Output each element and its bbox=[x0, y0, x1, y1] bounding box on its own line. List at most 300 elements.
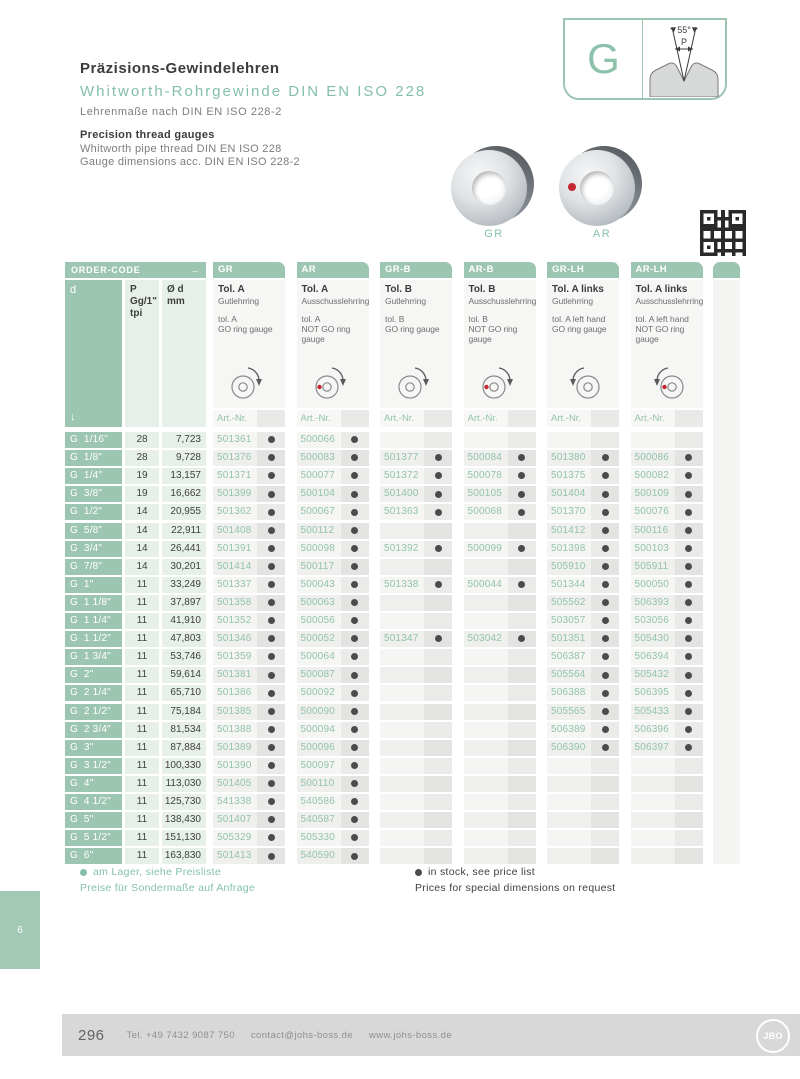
stock-dot-cell bbox=[424, 432, 452, 448]
art-number-cell: 501381 bbox=[213, 667, 257, 683]
gauge-name-de: Gutlehrring bbox=[218, 296, 259, 306]
stock-dot-cell bbox=[675, 541, 703, 557]
row-thread-size: G 1 1/2" bbox=[65, 631, 122, 647]
stock-dot-cell bbox=[591, 595, 619, 611]
stock-dot-cell bbox=[591, 432, 619, 448]
art-number-cell: 541338 bbox=[213, 794, 257, 810]
stock-dot-cell bbox=[591, 631, 619, 647]
row-diameter: 9,728 bbox=[162, 450, 206, 466]
stock-dot-cell bbox=[508, 722, 536, 738]
in-stock-dot bbox=[602, 708, 609, 715]
stock-dot-cell bbox=[675, 523, 703, 539]
art-number-cell: 500086 bbox=[631, 450, 675, 466]
art-number-cell: 501347 bbox=[380, 631, 424, 647]
art-number-cell: 505329 bbox=[213, 830, 257, 846]
art-nr-header-spacer bbox=[675, 410, 703, 427]
stock-dot-cell bbox=[508, 649, 536, 665]
art-number-cell: 505911 bbox=[631, 559, 675, 575]
art-number-cell: 501400 bbox=[380, 486, 424, 502]
art-number-cell: 505430 bbox=[631, 631, 675, 647]
row-tpi: 11 bbox=[125, 740, 159, 756]
stock-dot-cell bbox=[341, 685, 369, 701]
thread-angle-label: 55° bbox=[677, 25, 691, 35]
stock-dot-cell bbox=[675, 595, 703, 611]
stock-dot-cell bbox=[341, 776, 369, 792]
art-nr-header-spacer bbox=[591, 410, 619, 427]
art-nr-header-spacer bbox=[424, 410, 452, 427]
art-number-cell: 501351 bbox=[547, 631, 591, 647]
stock-dot-cell bbox=[675, 450, 703, 466]
row-tpi: 11 bbox=[125, 613, 159, 629]
product-tab-AR-B: AR-B bbox=[464, 262, 536, 278]
art-nr-header: Art.-Nr. bbox=[213, 410, 257, 427]
row-thread-size: G 1/2" bbox=[65, 504, 122, 520]
art-number-cell: 505910 bbox=[547, 559, 591, 575]
stock-dot-cell bbox=[424, 468, 452, 484]
website: www.johs-boss.de bbox=[369, 1029, 453, 1041]
row-diameter: 113,030 bbox=[162, 776, 206, 792]
in-stock-dot bbox=[518, 545, 525, 552]
stock-dot-cell bbox=[257, 758, 285, 774]
gauge-name-de: Ausschusslehrring bbox=[301, 296, 370, 306]
go-ring-gauge-photo bbox=[451, 146, 537, 228]
row-tpi: 28 bbox=[125, 432, 159, 448]
in-stock-dot bbox=[268, 762, 275, 769]
stock-dot-cell bbox=[424, 541, 452, 557]
empty-column-body bbox=[713, 280, 740, 864]
stock-dot-cell bbox=[508, 504, 536, 520]
art-number-cell bbox=[631, 830, 675, 846]
art-number-cell bbox=[631, 758, 675, 774]
art-number-cell: 501386 bbox=[213, 685, 257, 701]
art-number-cell: 501363 bbox=[380, 504, 424, 520]
stock-dot-cell bbox=[341, 812, 369, 828]
art-number-cell bbox=[380, 830, 424, 846]
in-stock-dot bbox=[268, 798, 275, 805]
stock-dot-cell bbox=[508, 613, 536, 629]
stock-dot-cell bbox=[257, 794, 285, 810]
note-text: in stock, see price list bbox=[428, 866, 535, 878]
art-number-cell bbox=[464, 830, 508, 846]
in-stock-dot bbox=[351, 853, 358, 860]
column-header-pitch bbox=[125, 280, 159, 427]
art-number-cell bbox=[464, 740, 508, 756]
stock-dot-cell bbox=[591, 541, 619, 557]
stock-dot-cell bbox=[675, 758, 703, 774]
art-number-cell: 500096 bbox=[297, 740, 341, 756]
row-thread-size: G 1 3/4" bbox=[65, 649, 122, 665]
page-note-en: Gauge dimensions acc. DIN EN ISO 228-2 bbox=[80, 156, 300, 168]
tolerance-en: tol. A bbox=[301, 314, 321, 324]
art-number-cell: 500116 bbox=[631, 523, 675, 539]
row-diameter: 33,249 bbox=[162, 577, 206, 593]
art-number-cell: 500078 bbox=[464, 468, 508, 484]
art-number-cell: 500077 bbox=[297, 468, 341, 484]
stock-dot-cell bbox=[675, 649, 703, 665]
page-title: Präzisions-Gewindelehren bbox=[80, 60, 280, 77]
art-number-cell: 503042 bbox=[464, 631, 508, 647]
stock-dot-cell bbox=[424, 559, 452, 575]
row-thread-size: G 1 1/8" bbox=[65, 595, 122, 611]
art-number-cell: 501376 bbox=[213, 450, 257, 466]
tolerance-en: tol. A left hand bbox=[635, 314, 689, 324]
in-stock-dot bbox=[351, 690, 358, 697]
art-number-cell: 501391 bbox=[213, 541, 257, 557]
in-stock-dot bbox=[602, 617, 609, 624]
in-stock-dot bbox=[518, 491, 525, 498]
row-diameter: 125,730 bbox=[162, 794, 206, 810]
in-stock-dot bbox=[685, 545, 692, 552]
stock-dot-cell bbox=[591, 830, 619, 846]
gauge-name-de: Gutlehrring bbox=[385, 296, 426, 306]
art-number-cell: 505432 bbox=[631, 667, 675, 683]
gauge-name-de: Gutlehrring bbox=[552, 296, 593, 306]
gauge-name-en: NOT GO ring gauge bbox=[301, 324, 351, 344]
stock-dot-cell bbox=[257, 776, 285, 792]
stock-dot-cell bbox=[257, 541, 285, 557]
in-stock-dot bbox=[435, 454, 442, 461]
stock-dot-cell bbox=[508, 704, 536, 720]
in-stock-dot bbox=[435, 581, 442, 588]
section-box bbox=[563, 18, 727, 100]
stock-dot-cell bbox=[675, 776, 703, 792]
art-number-cell bbox=[547, 794, 591, 810]
stock-dot-cell bbox=[508, 794, 536, 810]
row-diameter: 65,710 bbox=[162, 685, 206, 701]
stock-dot-cell bbox=[257, 649, 285, 665]
art-number-cell bbox=[380, 848, 424, 864]
art-number-cell: 505330 bbox=[297, 830, 341, 846]
art-number-cell: 500094 bbox=[297, 722, 341, 738]
product-tab-AR: AR bbox=[297, 262, 369, 278]
art-number-cell bbox=[547, 432, 591, 448]
in-stock-dot bbox=[351, 653, 358, 660]
gauge-name-en: NOT GO ring gauge bbox=[468, 324, 518, 344]
stock-dot-icon bbox=[415, 869, 422, 876]
in-stock-dot bbox=[602, 744, 609, 751]
row-thread-size: G 1/16" bbox=[65, 432, 122, 448]
art-number-cell: 500092 bbox=[297, 685, 341, 701]
row-diameter: 53,746 bbox=[162, 649, 206, 665]
email: contact@johs-boss.de bbox=[250, 1029, 354, 1041]
stock-dot-cell bbox=[675, 486, 703, 502]
art-number-cell bbox=[380, 685, 424, 701]
row-diameter: 30,201 bbox=[162, 559, 206, 575]
stock-dot-cell bbox=[341, 504, 369, 520]
tolerance-label: Tol. A bbox=[301, 284, 329, 295]
in-stock-dot bbox=[602, 672, 609, 679]
art-number-cell bbox=[631, 794, 675, 810]
art-number-cell: 500099 bbox=[464, 541, 508, 557]
in-stock-dot bbox=[685, 491, 692, 498]
in-stock-dot bbox=[351, 635, 358, 642]
art-number-cell bbox=[380, 649, 424, 665]
section-letter: G bbox=[565, 20, 643, 98]
in-stock-dot bbox=[351, 834, 358, 841]
art-number-cell: 500043 bbox=[297, 577, 341, 593]
in-stock-dot bbox=[602, 563, 609, 570]
stock-dot-cell bbox=[341, 667, 369, 683]
note-text: am Lager, siehe Preisliste bbox=[93, 866, 222, 878]
in-stock-dot bbox=[518, 472, 525, 479]
art-number-cell: 501380 bbox=[547, 450, 591, 466]
tolerance-label: Tol. A links bbox=[552, 284, 604, 295]
stock-dot-cell bbox=[675, 667, 703, 683]
stock-dot-cell bbox=[675, 432, 703, 448]
art-number-cell: 500082 bbox=[631, 468, 675, 484]
stock-dot-cell bbox=[591, 685, 619, 701]
art-number-cell bbox=[547, 812, 591, 828]
art-number-cell bbox=[380, 704, 424, 720]
art-number-cell: 501338 bbox=[380, 577, 424, 593]
art-number-cell: 505433 bbox=[631, 704, 675, 720]
art-number-cell: 501399 bbox=[213, 486, 257, 502]
art-number-cell bbox=[380, 794, 424, 810]
art-number-cell bbox=[380, 740, 424, 756]
gauge-name-en: NOT GO ring gauge bbox=[635, 324, 685, 344]
art-number-cell bbox=[464, 848, 508, 864]
row-tpi: 11 bbox=[125, 812, 159, 828]
in-stock-dot bbox=[518, 581, 525, 588]
row-tpi: 11 bbox=[125, 758, 159, 774]
stock-dot-cell bbox=[508, 523, 536, 539]
row-tpi: 11 bbox=[125, 649, 159, 665]
stock-dot-cell bbox=[424, 830, 452, 846]
stock-dot-cell bbox=[675, 504, 703, 520]
stock-dot-cell bbox=[424, 577, 452, 593]
stock-dot-icon bbox=[80, 869, 87, 876]
row-tpi: 11 bbox=[125, 595, 159, 611]
red-marking-dot bbox=[568, 183, 576, 191]
art-number-cell: 501344 bbox=[547, 577, 591, 593]
in-stock-dot bbox=[685, 581, 692, 588]
in-stock-dot bbox=[351, 816, 358, 823]
pitch-line: Gg/1" bbox=[130, 296, 157, 307]
stock-dot-cell bbox=[591, 450, 619, 466]
row-thread-size: G 7/8" bbox=[65, 559, 122, 575]
art-number-cell bbox=[380, 613, 424, 629]
stock-dot-cell bbox=[341, 830, 369, 846]
order-table bbox=[65, 262, 741, 866]
stock-dot-cell bbox=[591, 486, 619, 502]
stock-dot-cell bbox=[424, 504, 452, 520]
in-stock-dot bbox=[685, 599, 692, 606]
page-subtitle-en: Whitworth pipe thread DIN EN ISO 228 bbox=[80, 143, 282, 155]
footer-bar bbox=[62, 1014, 800, 1056]
stock-dot-cell bbox=[341, 722, 369, 738]
stock-dot-cell bbox=[675, 722, 703, 738]
right-arrow-icon: → bbox=[190, 265, 200, 275]
art-number-cell bbox=[380, 559, 424, 575]
stock-dot-cell bbox=[508, 812, 536, 828]
in-stock-dot bbox=[351, 454, 358, 461]
row-tpi: 11 bbox=[125, 704, 159, 720]
stock-dot-cell bbox=[424, 595, 452, 611]
in-stock-dot bbox=[602, 545, 609, 552]
row-thread-size: G 3 1/2" bbox=[65, 758, 122, 774]
row-tpi: 11 bbox=[125, 830, 159, 846]
tolerance-en: tol. A left hand bbox=[552, 314, 606, 324]
stock-dot-cell bbox=[257, 468, 285, 484]
art-number-cell: 501390 bbox=[213, 758, 257, 774]
stock-dot-cell bbox=[341, 559, 369, 575]
art-number-cell: 500109 bbox=[631, 486, 675, 502]
row-tpi: 11 bbox=[125, 722, 159, 738]
stock-dot-cell bbox=[257, 613, 285, 629]
art-number-cell: 501388 bbox=[213, 722, 257, 738]
row-thread-size: G 5 1/2" bbox=[65, 830, 122, 846]
row-thread-size: G 6" bbox=[65, 848, 122, 864]
art-number-cell bbox=[464, 685, 508, 701]
stock-dot-cell bbox=[591, 740, 619, 756]
art-number-cell bbox=[464, 722, 508, 738]
art-number-cell: 501392 bbox=[380, 541, 424, 557]
page-section-tab: 6 bbox=[0, 891, 40, 969]
art-number-cell: 501414 bbox=[213, 559, 257, 575]
in-stock-dot bbox=[268, 617, 275, 624]
empty-column-tab bbox=[713, 262, 740, 278]
art-number-cell: 500083 bbox=[297, 450, 341, 466]
tolerance-label: Tol. A links bbox=[635, 284, 688, 295]
art-number-cell: 501375 bbox=[547, 468, 591, 484]
art-number-cell bbox=[380, 776, 424, 792]
art-number-cell: 501337 bbox=[213, 577, 257, 593]
in-stock-dot bbox=[268, 780, 275, 787]
in-stock-dot bbox=[685, 472, 692, 479]
in-stock-dot bbox=[602, 472, 609, 479]
stock-dot-cell bbox=[257, 830, 285, 846]
row-thread-size: G 2 1/2" bbox=[65, 704, 122, 720]
row-diameter: 7,723 bbox=[162, 432, 206, 448]
in-stock-dot bbox=[351, 798, 358, 805]
art-number-cell: 500098 bbox=[297, 541, 341, 557]
thread-profile-icon bbox=[643, 20, 725, 98]
art-number-cell: 500090 bbox=[297, 704, 341, 720]
stock-dot-cell bbox=[424, 704, 452, 720]
in-stock-dot bbox=[351, 436, 358, 443]
row-tpi: 11 bbox=[125, 667, 159, 683]
stock-dot-cell bbox=[424, 649, 452, 665]
in-stock-dot bbox=[685, 653, 692, 660]
tolerance-label: Tol. A bbox=[218, 284, 245, 295]
in-stock-dot bbox=[602, 690, 609, 697]
in-stock-dot bbox=[351, 672, 358, 679]
art-number-cell: 500084 bbox=[464, 450, 508, 466]
in-stock-dot bbox=[351, 581, 358, 588]
in-stock-dot bbox=[268, 816, 275, 823]
qr-code bbox=[700, 210, 746, 256]
page-subtitle: Whitworth-Rohrgewinde DIN EN ISO 228 bbox=[80, 83, 427, 100]
stock-dot-cell bbox=[591, 559, 619, 575]
stock-dot-cell bbox=[341, 740, 369, 756]
art-number-cell: 506390 bbox=[547, 740, 591, 756]
in-stock-dot bbox=[268, 436, 275, 443]
in-stock-dot bbox=[602, 635, 609, 642]
in-stock-dot bbox=[351, 726, 358, 733]
ring-clockwise-reddot-icon bbox=[478, 361, 522, 406]
row-thread-size: G 2" bbox=[65, 667, 122, 683]
in-stock-dot bbox=[685, 744, 692, 751]
art-number-cell bbox=[380, 722, 424, 738]
in-stock-dot bbox=[435, 509, 442, 516]
row-thread-size: G 5/8" bbox=[65, 523, 122, 539]
product-tab-GR: GR bbox=[213, 262, 285, 278]
stock-dot-cell bbox=[257, 631, 285, 647]
art-number-cell: 500117 bbox=[297, 559, 341, 575]
in-stock-dot bbox=[351, 744, 358, 751]
stock-dot-cell bbox=[424, 685, 452, 701]
ring-clockwise-reddot-icon bbox=[311, 361, 355, 406]
art-number-cell bbox=[464, 667, 508, 683]
in-stock-dot bbox=[435, 491, 442, 498]
stock-dot-cell bbox=[341, 450, 369, 466]
art-number-cell: 506388 bbox=[547, 685, 591, 701]
stock-dot-cell bbox=[591, 848, 619, 864]
art-number-cell bbox=[464, 613, 508, 629]
art-number-cell: 505565 bbox=[547, 704, 591, 720]
art-number-cell: 500112 bbox=[297, 523, 341, 539]
row-diameter: 151,130 bbox=[162, 830, 206, 846]
stock-dot-cell bbox=[424, 722, 452, 738]
row-diameter: 13,157 bbox=[162, 468, 206, 484]
row-tpi: 11 bbox=[125, 685, 159, 701]
ring-hole bbox=[472, 171, 506, 205]
art-number-cell: 500076 bbox=[631, 504, 675, 520]
stock-dot-cell bbox=[675, 740, 703, 756]
art-number-cell bbox=[631, 776, 675, 792]
row-diameter: 163,830 bbox=[162, 848, 206, 864]
art-number-cell bbox=[380, 758, 424, 774]
gauge-name-de: Ausschusslehrring bbox=[468, 296, 537, 306]
art-number-cell: 501408 bbox=[213, 523, 257, 539]
ring2-label: AR bbox=[592, 228, 612, 240]
art-number-cell: 501407 bbox=[213, 812, 257, 828]
stock-dot-cell bbox=[508, 559, 536, 575]
stock-dot-cell bbox=[257, 740, 285, 756]
in-stock-dot bbox=[268, 563, 275, 570]
in-stock-dot bbox=[268, 581, 275, 588]
in-stock-dot bbox=[268, 509, 275, 516]
stock-dot-cell bbox=[257, 667, 285, 683]
product-header-AR-LH bbox=[631, 280, 703, 408]
stock-dot-cell bbox=[257, 523, 285, 539]
in-stock-dot bbox=[351, 545, 358, 552]
in-stock-dot bbox=[685, 708, 692, 715]
tolerance-en: tol. B bbox=[385, 314, 405, 324]
in-stock-dot bbox=[602, 581, 609, 588]
stock-dot-cell bbox=[591, 667, 619, 683]
row-diameter: 59,614 bbox=[162, 667, 206, 683]
in-stock-dot bbox=[685, 527, 692, 534]
row-thread-size: G 3" bbox=[65, 740, 122, 756]
stock-dot-cell bbox=[424, 523, 452, 539]
row-thread-size: G 3/8" bbox=[65, 486, 122, 502]
stock-dot-cell bbox=[257, 812, 285, 828]
pitch-label: P bbox=[680, 37, 688, 47]
art-number-cell bbox=[631, 812, 675, 828]
in-stock-dot bbox=[351, 617, 358, 624]
stock-dot-cell bbox=[424, 450, 452, 466]
stock-dot-cell bbox=[508, 776, 536, 792]
row-tpi: 19 bbox=[125, 486, 159, 502]
row-diameter: 41,910 bbox=[162, 613, 206, 629]
art-number-cell: 501358 bbox=[213, 595, 257, 611]
art-number-cell bbox=[380, 432, 424, 448]
stock-dot-cell bbox=[675, 613, 703, 629]
row-thread-size: G 1 1/4" bbox=[65, 613, 122, 629]
row-thread-size: G 4" bbox=[65, 776, 122, 792]
in-stock-dot bbox=[268, 653, 275, 660]
